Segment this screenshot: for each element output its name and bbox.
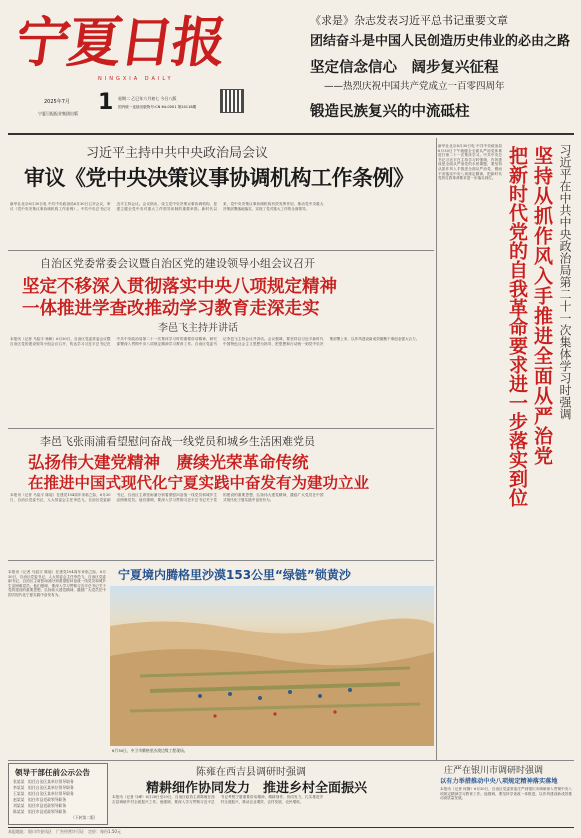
article-4-body: 本报讯（记者 马峰）6月28日至29日，自治区政协主席陈雍在西吉县调研乡村全面振兴工作。他强调，要深入学习贯彻习近平总书记考察宁夏重要讲话精神，精耕细作、协同发力，扎实推进乡村全面振兴，推动农业增效、农村发展、农民增收。 bbox=[112, 795, 324, 804]
article-2-body: 本报讯（记者 马骁宇 杨帆）6月30日，自治区党委常委会议暨自治区党的建设领导小组会议召开，传达学习习近平总书记在中共中央政治局第二十一次集体学习时的重要讲话精神，研究部署深入贯彻中央八项规定精神学习教育工作。自治区党委书记李邑飞主持会议并讲话。会议强调，要坚持以习近平新时代中国特色社会主义思想为指导，把思想和行动统一到党中央决策部署上来，以作风建设新成效凝聚干事创业强大合力。 bbox=[10, 337, 420, 346]
issue-info: 国内统一连续出版物号:CN 64-0001 第24118期 bbox=[118, 105, 197, 109]
article-5-kicker: 庄严在银川市调研时强调 bbox=[444, 766, 544, 776]
lead-kicker: 习近平主持中共中央政治局会议 bbox=[86, 146, 269, 161]
lead-body: 新华社北京6月30日电 中共中央政治局6月30日召开会议，审议《党中央决策议事协调机构工作条例》。中共中央总书记习近平主持会议。会议指出，设立党中央决策议事协调机构，是建立健全党中央对重大工作领导体制的重要举措。新时代以来，党中央决策议事协调机构有效发挥作用，推动党中央重大决策部署落地落实，实现了党对重大工作的全面领导。 bbox=[10, 202, 324, 211]
brief-row-1: 张某某 拟任自治区某单位领导职务 bbox=[13, 779, 74, 784]
article-2-headline-2[interactable]: 一体推进学查改推动学习教育走深走实 bbox=[22, 299, 320, 319]
article-4[interactable] bbox=[110, 763, 434, 825]
article-2-kicker: 自治区党委常委会议暨自治区党的建设领导小组会议召开 bbox=[40, 257, 315, 270]
top-headline-2[interactable]: 坚定信念信心 阔步复兴征程 bbox=[310, 60, 499, 76]
brief-row-2: 李某某 拟任自治区某单位领导职务 bbox=[13, 785, 74, 790]
photo-divider bbox=[8, 560, 434, 561]
brief-footer[interactable]: （下转第二版） bbox=[71, 815, 98, 820]
masthead bbox=[8, 8, 258, 133]
lead-headline[interactable]: 审议《党中央决策议事协调机构工作条例》 bbox=[24, 166, 414, 190]
article-5-headline[interactable]: 以有力举措推动中央八项规定精神落实落地 bbox=[440, 778, 558, 785]
article-3-headline-2[interactable]: 在推进中国式现代化宁夏实践中奋发有为建功立业 bbox=[28, 474, 370, 492]
brief-row-5: 刘某某 拟任市县党政领导职务 bbox=[13, 803, 67, 808]
brief-box[interactable] bbox=[8, 763, 108, 825]
weekday-line: 星期二 乙巳年六月初七 今日八版 bbox=[118, 96, 177, 101]
brief-row-4: 赵某某 拟任市县党政领导职务 bbox=[13, 797, 67, 802]
footer-rule bbox=[8, 827, 574, 828]
day-number: 1 bbox=[98, 90, 114, 115]
desert-photo[interactable] bbox=[110, 586, 434, 746]
top-headline-kicker[interactable]: 《求是》杂志发表习近平总书记重要文章 bbox=[310, 14, 508, 27]
article-2[interactable] bbox=[8, 253, 434, 425]
brief-row-3: 王某某 拟任自治区某单位领导职务 bbox=[13, 791, 74, 796]
top-headline-2-sub: ——热烈庆祝中国共产党成立一百零四周年 bbox=[324, 81, 505, 92]
article-3-headline-1[interactable]: 弘扬伟大建党精神 赓续光荣革命传统 bbox=[28, 453, 309, 472]
qr-code-icon[interactable] bbox=[221, 90, 243, 112]
article-2-headline-1[interactable]: 坚定不移深入贯彻落实中央八项规定精神 bbox=[22, 277, 337, 297]
vertical-feature-body: 新华社北京6月30日电 中共中央政治局6月30日下午就健全全面从严治党体系进行第二十一次集体学习。中共中央总书记习近平在主持学习时强调，作风建设是全面从严治党的永恒课题，要坚持从抓作风入手推进全面从严治党，锲而不舍落实中央八项规定精神，把新时代党的自我革命要求进一步落实到位。 bbox=[438, 144, 502, 181]
left-column-text: 本报讯（记者 马骁宇 陈瑶）在建党104周年来临之际，6月30日，自治区党委书记、人大常委会主任李邑飞，自治区党委副书记、自治区主席张雨浦分别看望慰问奋战一线党员和城乡生活困难党员。他们强调，要深入学习贯彻习近平总书记关于党的建设的重要思想，弘扬伟大建党精神，激励广大党员在中国式现代化宁夏实践中奋发有为。 bbox=[8, 570, 106, 597]
top-headlines bbox=[262, 12, 574, 132]
vertical-headline-1[interactable]: 坚持从抓作风入手推进全面从严治党 bbox=[531, 146, 553, 466]
masthead-divider bbox=[8, 133, 574, 135]
footer-line: 本报地址：银川市金凤区 广告经营许可证 定价：每份1.50元 bbox=[8, 829, 121, 834]
brief-row-6: 陈某某 拟任市县党政领导职务 bbox=[13, 809, 67, 814]
top-headline-main[interactable]: 团结奋斗是中国人民创造历史伟业的必由之路 bbox=[310, 34, 571, 49]
masthead-pinyin: NINGXIA DAILY bbox=[98, 76, 174, 82]
lead-divider bbox=[8, 250, 434, 251]
article-3-kicker: 李邑飞张雨浦看望慰问奋战一线党员和城乡生活困难党员 bbox=[40, 435, 315, 448]
article-2-divider bbox=[8, 428, 434, 429]
bottom-divider bbox=[8, 760, 574, 761]
masthead-title: 宁夏日报 bbox=[11, 10, 229, 74]
article-3[interactable] bbox=[8, 431, 434, 561]
date-block bbox=[16, 90, 256, 130]
lead-article[interactable] bbox=[8, 138, 434, 248]
vertical-kicker: 习近平在中共中央政治局第二十一次集体学习时强调 bbox=[558, 144, 572, 420]
photo-caption-small: 6月30日，中卫市腾格里沙漠边缘工程现场。 bbox=[112, 748, 188, 753]
vertical-feature[interactable] bbox=[438, 140, 574, 760]
article-4-headline[interactable]: 精耕细作协同发力 推进乡村全面振兴 bbox=[146, 781, 368, 796]
date-label: 2025年7月 bbox=[44, 99, 70, 105]
photo-block[interactable] bbox=[110, 562, 434, 758]
article-2-sub: 李邑飞主持并讲话 bbox=[158, 323, 238, 334]
vertical-headline-2[interactable]: 把新时代党的自我革命要求进一步落实到位 bbox=[506, 146, 528, 507]
article-3-body: 本报讯（记者 马骁宇 陈瑶）在建党104周年来临之际，6月30日，自治区党委书记、人大常委会主任李邑飞，自治区党委副书记、自治区主席张雨浦分别看望慰问奋战一线党员和城乡生活困难党员。他们强调，要深入学习贯彻习近平总书记关于党的建设的重要思想，弘扬伟大建党精神，激励广大党员在中国式现代化宁夏实践中奋发有为。 bbox=[10, 493, 324, 502]
article-5[interactable] bbox=[438, 763, 574, 825]
publisher: 宁夏日报报业集团出版 bbox=[38, 111, 78, 116]
brief-title: 领导干部任前公示公告 bbox=[15, 768, 90, 777]
photo-caption-title: 宁夏境内腾格里沙漠153公里“绿链”锁黄沙 bbox=[118, 568, 351, 582]
right-column-divider bbox=[436, 138, 437, 760]
article-5-body: 本报讯（记者 何静）6月30日，自治区党委常委庄严到银川市调研深入贯彻中央八项规定精神学习教育工作。他强调，要坚持学查改一体推进，以作风建设新成效推动高质量发展。 bbox=[440, 787, 572, 801]
article-4-kicker: 陈雍在西吉县调研时强调 bbox=[196, 767, 306, 778]
desert-scene bbox=[110, 586, 434, 746]
top-headline-3[interactable]: 锻造民族复兴的中流砥柱 bbox=[310, 104, 470, 120]
